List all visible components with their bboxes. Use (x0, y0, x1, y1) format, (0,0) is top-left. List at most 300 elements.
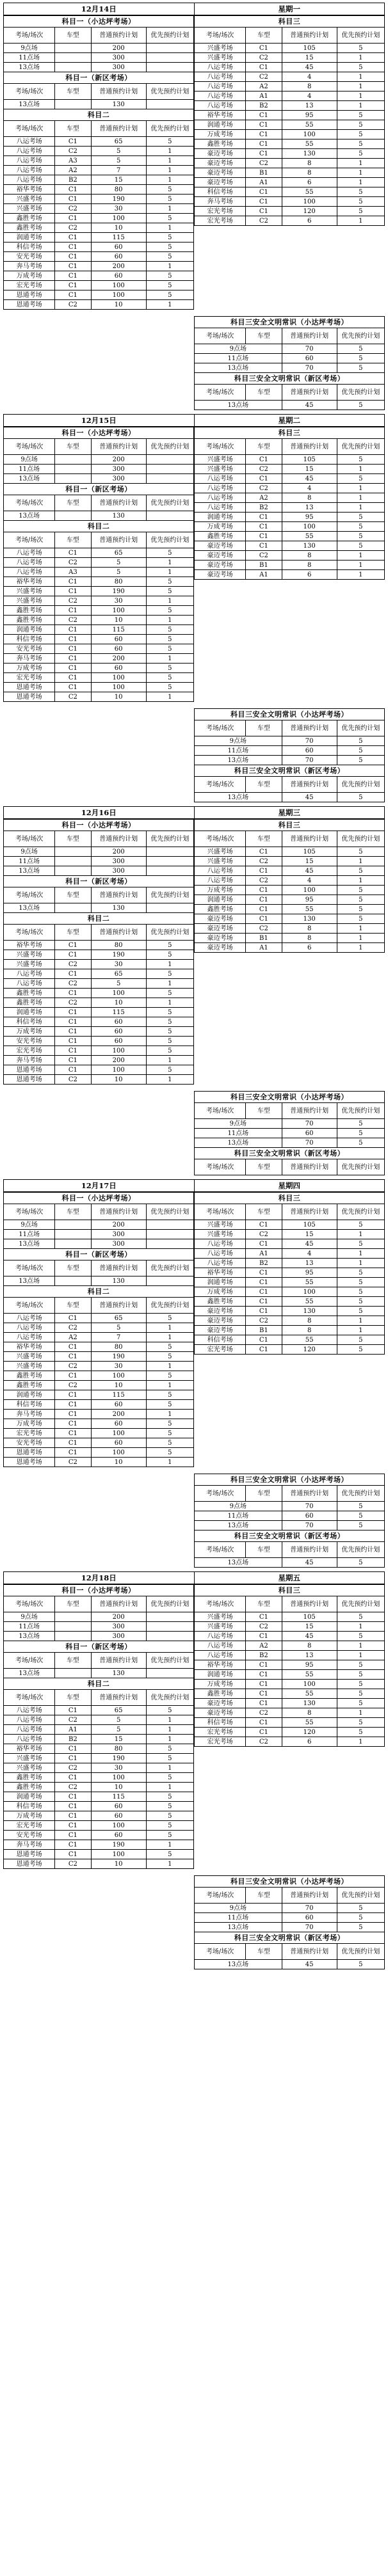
site-cell: 八运考场 (4, 969, 55, 979)
session-cell: 13点场 (4, 1669, 55, 1678)
car-type-cell: C1 (55, 252, 91, 262)
priority-plan-cell: 5 (146, 1352, 193, 1362)
car-type-cell (55, 847, 91, 857)
col-header-priority: 优先预约计划 (337, 1542, 384, 1558)
normal-plan-cell: 190 (91, 587, 146, 596)
day-block (3, 806, 385, 1175)
table-row (195, 44, 385, 53)
normal-plan-cell: 15 (282, 465, 337, 474)
normal-plan-cell: 100 (91, 290, 146, 300)
table-row (195, 1138, 385, 1148)
car-type-cell: C2 (55, 223, 91, 233)
section-title-subject1-new: 科目一（新区考场） (4, 1249, 194, 1260)
column-header-row (195, 385, 385, 401)
day-header (3, 1179, 385, 1192)
car-type-cell: C1 (246, 187, 282, 197)
site-cell: 八运考场 (4, 1706, 55, 1715)
normal-plan-cell: 5 (91, 147, 146, 156)
priority-plan-cell: 1 (337, 178, 384, 187)
table-row (4, 1612, 194, 1622)
table-row (4, 664, 194, 673)
table-row (4, 1390, 194, 1400)
col-header-site: 考场/场次 (195, 1944, 246, 1960)
table-row (4, 1715, 194, 1725)
normal-plan-cell: 6 (282, 1737, 337, 1747)
normal-plan-cell: 100 (91, 1821, 146, 1831)
normal-plan-cell: 300 (91, 63, 146, 72)
col-header-car: 车型 (246, 1103, 282, 1119)
col-header-normal: 普通预约计划 (91, 121, 146, 137)
table-row (195, 1670, 385, 1680)
col-header-site: 考场/场次 (195, 328, 246, 344)
column-header-row (195, 1596, 385, 1612)
normal-plan-cell: 100 (91, 683, 146, 692)
normal-plan-cell: 13 (282, 101, 337, 111)
column-header-row (4, 495, 194, 511)
site-cell: 兴盛考场 (4, 587, 55, 596)
priority-plan-cell: 1 (146, 1362, 193, 1371)
site-cell: 八运考场 (4, 1735, 55, 1744)
col-header-site: 考场/场次 (195, 831, 246, 847)
priority-plan-cell: 5 (337, 1689, 384, 1699)
col-header-priority: 优先预约计划 (337, 1596, 384, 1612)
col-header-normal: 普通预约计划 (282, 385, 337, 401)
site-cell: 恩通考场 (4, 1075, 55, 1085)
table-row (4, 857, 194, 866)
safety-wrap (3, 708, 385, 802)
car-type-cell: C1 (246, 197, 282, 207)
table-row (4, 223, 194, 233)
table-row (195, 551, 385, 561)
priority-plan-cell: 5 (337, 1119, 384, 1129)
priority-plan-cell: 5 (146, 606, 193, 616)
col-header-site: 考场/场次 (195, 777, 246, 793)
col-header-priority: 优先预约计划 (146, 28, 193, 44)
table-row (195, 63, 385, 72)
table-row (4, 950, 194, 960)
right-column (194, 15, 385, 226)
car-type-cell: C1 (55, 577, 91, 587)
normal-plan-cell: 300 (91, 1632, 146, 1641)
session-cell: 9点场 (4, 44, 55, 53)
safety-table (194, 708, 385, 802)
priority-plan-cell (146, 1239, 193, 1249)
normal-plan-cell: 45 (282, 474, 337, 484)
priority-plan-cell: 1 (337, 857, 384, 866)
normal-plan-cell: 130 (282, 149, 337, 159)
normal-plan-cell: 30 (91, 596, 146, 606)
car-type-cell: C1 (55, 969, 91, 979)
site-cell: 润通考场 (4, 1390, 55, 1400)
table-row (195, 866, 385, 876)
car-type-cell: C1 (246, 1278, 282, 1287)
priority-plan-cell: 5 (337, 895, 384, 905)
table-row (4, 1342, 194, 1352)
priority-plan-cell: 5 (337, 207, 384, 216)
normal-plan-cell: 130 (91, 511, 146, 521)
table-row (4, 166, 194, 175)
site-cell: 安光考场 (4, 644, 55, 654)
table-row (4, 866, 194, 876)
day-columns (3, 1584, 385, 1869)
col-header-site: 考场/场次 (4, 1690, 55, 1706)
priority-plan-cell: 1 (337, 72, 384, 82)
priority-plan-cell (146, 100, 193, 109)
table-row (4, 1754, 194, 1763)
safety-table (194, 1474, 385, 1568)
site-cell: 万成考场 (4, 271, 55, 281)
normal-plan-cell: 65 (91, 137, 146, 147)
site-cell: 兴盛考场 (4, 1352, 55, 1362)
normal-plan-cell: 70 (282, 1119, 337, 1129)
priority-plan-cell: 1 (146, 558, 193, 568)
table-row (195, 914, 385, 924)
left-column (3, 15, 194, 310)
table-row (4, 558, 194, 568)
site-cell: 八运考场 (195, 1249, 246, 1259)
car-type-cell: C2 (246, 876, 282, 886)
priority-plan-cell: 1 (337, 216, 384, 226)
normal-plan-cell: 55 (282, 1335, 337, 1345)
section-title-subject1-small: 科目一（小达坪考场） (4, 1585, 194, 1596)
col-header-normal: 普通预约计划 (91, 439, 146, 455)
site-cell: 科信考场 (195, 187, 246, 197)
table-row (195, 1632, 385, 1641)
site-cell: 八运考场 (4, 175, 55, 185)
normal-plan-cell: 105 (282, 847, 337, 857)
table-row (195, 1680, 385, 1689)
priority-plan-cell (146, 847, 193, 857)
left-table (3, 1192, 194, 1467)
table-row (4, 262, 194, 271)
priority-plan-cell: 5 (337, 401, 384, 410)
priority-plan-cell (146, 1612, 193, 1622)
normal-plan-cell: 100 (91, 1065, 146, 1075)
session-cell: 11点场 (4, 465, 55, 474)
normal-plan-cell: 30 (91, 960, 146, 969)
normal-plan-cell: 15 (91, 1735, 146, 1744)
column-header-row (4, 1653, 194, 1669)
table-row (4, 596, 194, 606)
car-type-cell: C1 (55, 1811, 91, 1821)
section-title-subject1-new: 科目一（新区考场） (4, 72, 194, 84)
column-header-row (195, 1486, 385, 1502)
table-row (195, 187, 385, 197)
priority-plan-cell (146, 1669, 193, 1678)
site-cell: 八运考场 (195, 1641, 246, 1651)
col-header-normal: 普通预约计划 (91, 1298, 146, 1314)
site-cell: 豪迈考场 (195, 943, 246, 953)
col-header-site: 考场/场次 (4, 495, 55, 511)
car-type-cell (55, 474, 91, 484)
priority-plan-cell: 5 (146, 683, 193, 692)
normal-plan-cell: 60 (282, 1511, 337, 1521)
section-title-safety-small: 科目三安全文明常识（小达坪考场） (195, 317, 385, 328)
site-cell: 科信考场 (195, 1718, 246, 1728)
table-row (4, 1706, 194, 1715)
table-row (4, 1725, 194, 1735)
normal-plan-cell: 7 (91, 166, 146, 175)
priority-plan-cell: 5 (337, 1129, 384, 1138)
normal-plan-cell: 130 (282, 1307, 337, 1316)
site-cell: 八运考场 (4, 548, 55, 558)
car-type-cell: C2 (246, 53, 282, 63)
section-title-subject3: 科目三 (195, 427, 385, 439)
col-header-car: 车型 (246, 1159, 282, 1175)
car-type-cell: C1 (246, 847, 282, 857)
table-row (195, 934, 385, 943)
section-title-subject1-small: 科目一（小达坪考场） (4, 427, 194, 439)
col-header-normal: 普通预约计划 (282, 777, 337, 793)
car-type-cell: C2 (55, 979, 91, 989)
table-row (4, 281, 194, 290)
left-column (3, 1192, 194, 1467)
normal-plan-cell: 100 (282, 522, 337, 532)
column-header-row (4, 1260, 194, 1276)
site-cell: 兴盛考场 (195, 857, 246, 866)
priority-plan-cell: 1 (146, 300, 193, 310)
table-row (4, 1448, 194, 1458)
priority-plan-cell: 5 (337, 44, 384, 53)
table-row (4, 1821, 194, 1831)
table-row (195, 1249, 385, 1259)
site-cell: 恩通考场 (4, 1448, 55, 1458)
site-cell: 奔马考场 (4, 1410, 55, 1419)
col-header-priority: 优先预约计划 (146, 1690, 193, 1706)
site-cell: 宏光考场 (195, 216, 246, 226)
table-row (4, 960, 194, 969)
site-cell: 豪迈考场 (195, 1699, 246, 1708)
normal-plan-cell: 120 (282, 1728, 337, 1737)
table-row (195, 168, 385, 178)
normal-plan-cell: 55 (282, 905, 337, 914)
site-cell: 万成考场 (4, 1811, 55, 1821)
table-row (195, 130, 385, 139)
priority-plan-cell: 5 (146, 1831, 193, 1840)
car-type-cell: A2 (246, 1641, 282, 1651)
site-cell: 兴盛考场 (195, 44, 246, 53)
priority-plan-cell (146, 53, 193, 63)
col-header-site: 考场/场次 (195, 439, 246, 455)
site-cell: 恩通考场 (4, 290, 55, 300)
left-table (3, 819, 194, 1085)
table-row (195, 561, 385, 570)
table-row (4, 1239, 194, 1249)
normal-plan-cell: 55 (282, 1670, 337, 1680)
car-type-cell: C1 (246, 1297, 282, 1307)
site-cell: 恩通考场 (4, 1850, 55, 1859)
priority-plan-cell: 1 (337, 1249, 384, 1259)
priority-plan-cell: 5 (146, 214, 193, 223)
priority-plan-cell: 5 (337, 1670, 384, 1680)
table-row (195, 905, 385, 914)
site-cell: 八运考场 (195, 876, 246, 886)
col-header-car: 车型 (55, 887, 91, 903)
site-cell: 鑫胜考场 (4, 1773, 55, 1783)
normal-plan-cell: 10 (91, 998, 146, 1008)
column-header-row (195, 831, 385, 847)
table-row (4, 1429, 194, 1438)
priority-plan-cell: 5 (337, 344, 384, 354)
site-cell: 豪迈考场 (195, 168, 246, 178)
priority-plan-cell: 1 (146, 616, 193, 625)
car-type-cell: C1 (246, 1689, 282, 1699)
table-row (195, 1718, 385, 1728)
car-type-cell: C2 (246, 1316, 282, 1326)
table-row (4, 625, 194, 635)
site-cell: 豪迈考场 (195, 914, 246, 924)
table-row (4, 1333, 194, 1342)
car-type-cell: C1 (55, 242, 91, 252)
normal-plan-cell: 55 (282, 120, 337, 130)
session-cell: 9点场 (195, 1119, 282, 1129)
col-header-car: 车型 (246, 1944, 282, 1960)
priority-plan-cell (146, 866, 193, 876)
session-cell: 13点场 (195, 1558, 282, 1568)
col-header-normal: 普通预约计划 (282, 1944, 337, 1960)
section-title-subject2: 科目二 (4, 1286, 194, 1298)
column-header-row (4, 28, 194, 44)
section-title-safety-new-row (195, 1530, 385, 1542)
col-header-priority: 优先预约计划 (146, 495, 193, 511)
section-title-subject1-new: 科目一（新区考场） (4, 1641, 194, 1653)
normal-plan-cell: 130 (282, 541, 337, 551)
site-cell: 科信考场 (4, 635, 55, 644)
priority-plan-cell: 1 (146, 1075, 193, 1085)
safety-table (194, 1091, 385, 1175)
table-row (195, 532, 385, 541)
table-row (4, 1037, 194, 1046)
site-cell: 八运考场 (4, 568, 55, 577)
section-title-safety-small-row (195, 1092, 385, 1103)
table-row (195, 943, 385, 953)
car-type-cell: C1 (55, 1037, 91, 1046)
priority-plan-cell: 5 (337, 1960, 384, 1969)
table-row (195, 756, 385, 765)
table-row (4, 1400, 194, 1410)
normal-plan-cell: 8 (282, 82, 337, 91)
col-header-car: 车型 (55, 439, 91, 455)
table-row (4, 1419, 194, 1429)
car-type-cell: C2 (55, 1859, 91, 1869)
priority-plan-cell: 5 (146, 1773, 193, 1783)
car-type-cell: C2 (55, 1381, 91, 1390)
table-row (4, 474, 194, 484)
section-title-subject3: 科目三 (195, 16, 385, 28)
site-cell: 奔马考场 (4, 1056, 55, 1065)
right-column (194, 427, 385, 580)
left-column (3, 819, 194, 1085)
section-title-safety-new: 科目三安全文明常识（新区考场） (195, 373, 385, 385)
normal-plan-cell: 65 (91, 969, 146, 979)
car-type-cell: B2 (55, 1735, 91, 1744)
section-title-subject2-row (4, 913, 194, 925)
priority-plan-cell: 5 (337, 1923, 384, 1932)
col-header-car: 车型 (246, 385, 282, 401)
session-cell: 13点场 (4, 511, 55, 521)
normal-plan-cell: 300 (91, 1230, 146, 1239)
normal-plan-cell: 200 (91, 654, 146, 664)
priority-plan-cell: 5 (337, 1660, 384, 1670)
col-header-car: 车型 (55, 1653, 91, 1669)
priority-plan-cell: 1 (146, 1333, 193, 1342)
car-type-cell: C1 (246, 111, 282, 120)
section-title-subject1-small: 科目一（小达坪考场） (4, 1193, 194, 1204)
section-title-subject1-new: 科目一（新区考场） (4, 876, 194, 887)
car-type-cell: C1 (55, 1352, 91, 1362)
site-cell: 宏光考场 (4, 1821, 55, 1831)
col-header-site: 考场/场次 (195, 1596, 246, 1612)
priority-plan-cell: 5 (146, 1850, 193, 1859)
site-cell: 润通考场 (4, 1792, 55, 1802)
day-weekday: 星期二 (194, 415, 385, 427)
normal-plan-cell: 8 (282, 934, 337, 943)
table-row (195, 178, 385, 187)
table-row (195, 1660, 385, 1670)
priority-plan-cell: 5 (337, 847, 384, 857)
session-cell: 9点场 (4, 847, 55, 857)
normal-plan-cell: 190 (91, 950, 146, 960)
site-cell: 豪迈考场 (195, 541, 246, 551)
normal-plan-cell: 80 (91, 577, 146, 587)
site-cell: 安光考场 (4, 1037, 55, 1046)
col-header-site: 考场/场次 (4, 28, 55, 44)
site-cell: 鑫胜考场 (4, 223, 55, 233)
car-type-cell: C1 (246, 1220, 282, 1230)
priority-plan-cell: 5 (146, 290, 193, 300)
site-cell: 兴盛考场 (195, 1612, 246, 1622)
normal-plan-cell: 10 (91, 223, 146, 233)
priority-plan-cell (146, 903, 193, 913)
table-row (4, 156, 194, 166)
col-header-site: 考场/场次 (4, 1298, 55, 1314)
normal-plan-cell: 5 (91, 156, 146, 166)
site-cell: 兴盛考场 (4, 1362, 55, 1371)
column-header-row (195, 777, 385, 793)
day-date: 12月14日 (4, 3, 195, 15)
priority-plan-cell: 5 (337, 1287, 384, 1297)
table-row (195, 1689, 385, 1699)
table-row (195, 924, 385, 934)
car-type-cell: C1 (246, 541, 282, 551)
priority-plan-cell: 5 (146, 644, 193, 654)
section-title-safety-small-row (195, 1876, 385, 1888)
priority-plan-cell: 1 (146, 175, 193, 185)
session-cell: 13点场 (195, 1138, 282, 1148)
normal-plan-cell: 60 (91, 1017, 146, 1027)
priority-plan-cell: 5 (337, 1138, 384, 1148)
site-cell: 安光考场 (4, 1831, 55, 1840)
site-cell: 科信考场 (195, 1335, 246, 1345)
col-header-site: 考场/场次 (4, 121, 55, 137)
normal-plan-cell: 15 (91, 175, 146, 185)
normal-plan-cell: 130 (282, 1699, 337, 1708)
car-type-cell: C1 (246, 130, 282, 139)
table-row (195, 513, 385, 522)
priority-plan-cell: 1 (337, 101, 384, 111)
priority-plan-cell: 1 (337, 493, 384, 503)
normal-plan-cell: 4 (282, 1249, 337, 1259)
car-type-cell: C2 (55, 147, 91, 156)
site-cell: 鑫胜考场 (4, 998, 55, 1008)
car-type-cell: C1 (246, 149, 282, 159)
site-cell: 润通考场 (195, 1670, 246, 1680)
section-title-subject3-row (195, 820, 385, 831)
normal-plan-cell: 100 (91, 606, 146, 616)
priority-plan-cell: 1 (146, 147, 193, 156)
column-header-row (4, 887, 194, 903)
table-row (4, 568, 194, 577)
